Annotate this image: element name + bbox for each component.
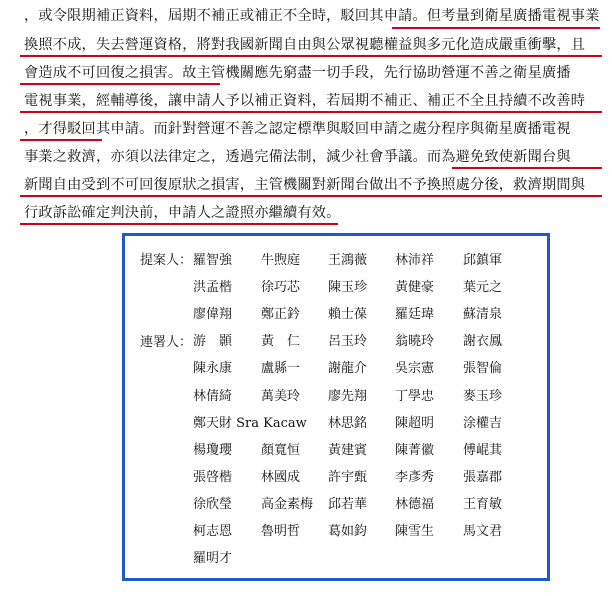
proposer-name: 鄭正鈐 <box>261 307 301 323</box>
paragraph-line-3: 會造成不可回復之損害。故主管機關應先窮盡一切手段，先行協助營運不善之衛星廣播 <box>24 65 571 81</box>
proposer-name: 羅廷瑋 <box>395 307 435 323</box>
cosigner-name: 黃 仁 <box>261 334 301 350</box>
cosigner-name: 柯志恩 <box>193 524 233 539</box>
cosigner-name: 林國成 <box>261 469 301 485</box>
underline-4 <box>20 111 602 113</box>
underline-6 <box>452 167 602 169</box>
paragraph-line-5: ，才得駁回其申請。而針對營運不善之認定標準與駁回申請之處分程序與衛星廣播電視 <box>24 121 571 137</box>
cosigner-name: 黃建賓 <box>328 442 368 458</box>
proposer-label: 提案人： <box>140 253 193 268</box>
cosigner-name: 邱若華 <box>328 496 368 512</box>
cosigner-name: 高金素梅 <box>261 496 314 512</box>
paragraph-line-6: 事業之救濟，亦須以法律定之，透過完備法制，減少社會爭議。而為避免致使新聞台與 <box>24 149 571 165</box>
cosigner-name: 吳宗憲 <box>395 361 435 377</box>
cosigner-name: 林德福 <box>395 496 435 512</box>
cosigner-name: 陳雪生 <box>395 524 435 539</box>
cosigner-name: 謝龍介 <box>328 361 368 377</box>
cosigner-name: 羅明才 <box>193 551 233 567</box>
underline-2 <box>20 55 602 57</box>
cosigner-name: 陳永康 <box>193 361 233 377</box>
proposer-name: 林沛祥 <box>395 253 435 268</box>
cosigner-label: 連署人： <box>140 335 193 350</box>
cosigner-name: 魯明哲 <box>261 524 301 539</box>
paragraph-line-2: 換照不成，失去營運資格，將對我國新聞自由與公眾視聽權益與多元化造成嚴重衝擊，且 <box>24 37 586 53</box>
paragraph-line-4: 電視事業，經輔導後，讓申請人予以補正資料，若屆期不補正、補正不全且持續不改善時 <box>24 93 586 109</box>
proposer-name: 葉元之 <box>463 280 503 296</box>
proposer-name: 賴士葆 <box>328 307 368 323</box>
underline-3 <box>20 83 220 85</box>
cosigner-name: 傅崐萁 <box>463 442 503 458</box>
cosigner-name: 林思銘 <box>328 415 368 431</box>
underline-7 <box>20 195 602 197</box>
paragraph-line-7: 新聞自由受到不可回復原狀之損害，主管機關對新聞台做出不予換照處分後，救濟期間與 <box>24 177 586 193</box>
proposer-name: 蘇清泉 <box>463 307 503 323</box>
cosigner-name: 游 顥 <box>193 334 233 350</box>
cosigner-name: 顏寬恒 <box>261 442 301 458</box>
cosigner-name: 林倩綺 <box>193 388 233 404</box>
signature-box <box>122 233 550 581</box>
paragraph-line-1: ，或令限期補正資料，屆期不補正或補正不全時，駁回其申請。但考量到衛星廣播電視事業 <box>24 8 600 24</box>
proposer-name: 羅智強 <box>193 253 233 268</box>
underline-5 <box>20 139 102 141</box>
cosigner-name: 張嘉郡 <box>463 469 503 485</box>
cosigner-name: 李彥秀 <box>395 469 435 485</box>
underline-1 <box>392 27 600 29</box>
cosigner-name: 張智倫 <box>463 361 503 377</box>
cosigner-name: 涂權吉 <box>463 415 503 431</box>
cosigner-name: 陳超明 <box>395 415 435 431</box>
proposer-name: 邱鎮軍 <box>463 253 503 268</box>
cosigner-name: 許宇甄 <box>328 469 368 485</box>
cosigner-name: 王育敏 <box>463 496 503 512</box>
cosigner-name: 馬文君 <box>463 524 503 539</box>
proposer-name: 洪孟楷 <box>193 280 233 296</box>
paragraph-line-8: 行政訴訟確定判決前，申請人之證照亦繼續有效。 <box>24 205 341 221</box>
cosigner-name: 廖先翔 <box>328 388 368 404</box>
cosigner-name: 謝衣鳳 <box>463 334 503 350</box>
underline-8 <box>20 223 338 225</box>
cosigner-name: 葛如鈞 <box>328 524 368 539</box>
proposer-name: 徐巧芯 <box>261 280 301 296</box>
cosigner-name: 丁學忠 <box>395 388 435 404</box>
cosigner-name: 呂玉玲 <box>328 334 368 350</box>
proposer-name: 王鴻薇 <box>328 253 368 268</box>
cosigner-name: 陳菁徽 <box>395 442 435 458</box>
proposer-name: 黃健豪 <box>395 280 435 296</box>
proposer-name: 牛煦庭 <box>261 253 301 268</box>
cosigner-name: 鄭天財 Sra Kacaw <box>193 415 307 431</box>
cosigner-name: 翁曉玲 <box>395 334 435 350</box>
cosigner-name: 麥玉珍 <box>463 388 503 404</box>
proposer-name: 廖偉翔 <box>193 307 233 323</box>
cosigner-name: 萬美玲 <box>261 388 301 404</box>
proposer-name: 陳玉珍 <box>328 280 368 296</box>
cosigner-name: 楊瓊瓔 <box>193 442 233 458</box>
cosigner-name: 張啓楷 <box>193 469 233 485</box>
cosigner-name: 徐欣瑩 <box>193 496 233 512</box>
cosigner-name: 盧縣一 <box>261 361 301 377</box>
